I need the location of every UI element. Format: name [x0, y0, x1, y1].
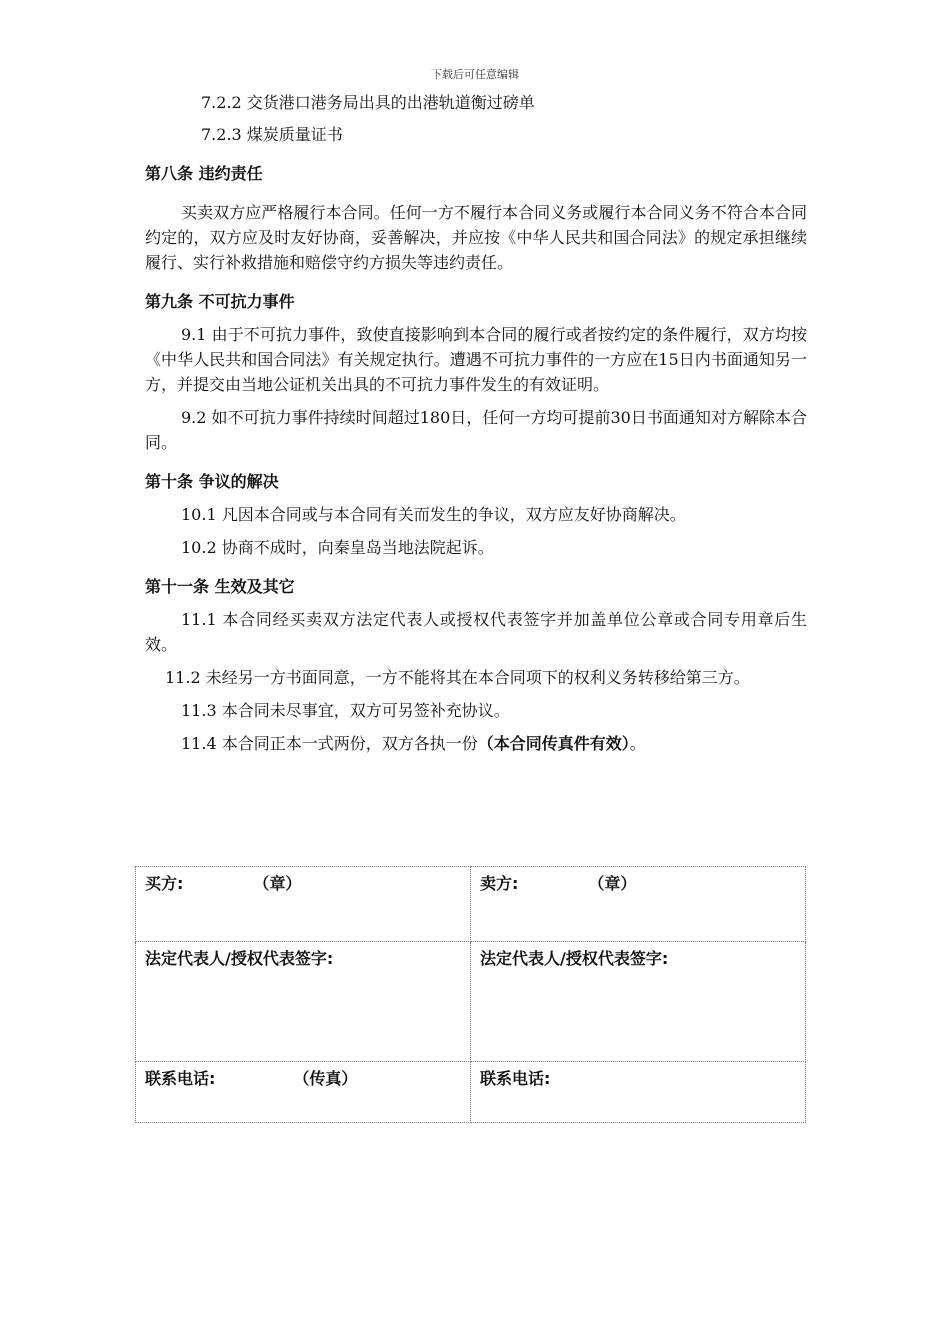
seller-rep-label: 法定代表人/授权代表签字: — [480, 949, 669, 968]
article-10-title: 第十条 争议的解决 — [145, 472, 279, 491]
article-9-title: 第九条 不可抗力事件 — [145, 292, 295, 311]
seller-label: 卖方: — [480, 874, 519, 893]
buyer-seal: （章） — [253, 874, 302, 893]
article-9-2: 9.2 如不可抗力事件持续时间超过180日，任何一方均可提前30日书面通知对方解除本合同。 — [145, 408, 807, 452]
seller-rep-cell — [471, 942, 806, 1062]
contract-body — [145, 90, 807, 764]
buyer-label: 买方: — [145, 874, 184, 893]
article-11-4 — [145, 731, 807, 756]
article-11-2: 11.2 未经另一方书面同意，一方不能将其在本合同项下的权利义务转移给第三方。 — [165, 668, 750, 687]
signature-table — [135, 866, 806, 1123]
article-10-1: 10.1 凡因本合同或与本合同有关而发生的争议，双方应友好协商解决。 — [181, 505, 686, 524]
seller-contact-cell — [471, 1062, 806, 1123]
article-11-title: 第十一条 生效及其它 — [145, 577, 295, 596]
article-11-4-end: 。 — [629, 734, 646, 753]
item-7-2-3: 7.2.3 煤炭质量证书 — [201, 125, 343, 144]
seller-cell — [471, 867, 806, 942]
page-header-note: 下载后可任意编辑 — [431, 68, 519, 81]
buyer-cell — [136, 867, 471, 942]
article-9-1: 9.1 由于不可抗力事件，致使直接影响到本合同的履行或者按约定的条件履行，双方均按《中华人民共和国合同法》有关规定执行。遭遇不可抗力事件的一方应在15日内书面通知另一方，并提交由当地公证机关出具的不可抗力事件发生的有效证明。 — [145, 325, 807, 394]
article-10-2: 10.2 协商不成时，向秦皇岛当地法院起诉。 — [181, 538, 494, 557]
buyer-contact-cell — [136, 1062, 471, 1123]
article-8-body: 买卖双方应严格履行本合同。任何一方不履行本合同义务或履行本合同义务不符合本合同约定的，双方应及时友好协商，妥善解决，并应按《中华人民共和国合同法》的规定承担继续履行、实行补救措施和赔偿守约方损失等违约责任。 — [145, 203, 807, 272]
article-8-title: 第八条 违约责任 — [145, 164, 263, 183]
article-11-4-fax-note: （本合同传真件有效） — [477, 734, 630, 753]
buyer-phone-label: 联系电话: — [145, 1069, 216, 1088]
item-7-2-2: 7.2.2 交货港口港务局出具的出港轨道衡过磅单 — [201, 93, 535, 112]
article-11-3: 11.3 本合同未尽事宜，双方可另签补充协议。 — [181, 701, 510, 720]
seller-seal: （章） — [588, 874, 637, 893]
buyer-rep-label: 法定代表人/授权代表签字: — [145, 949, 334, 968]
buyer-fax-label: （传真） — [293, 1069, 358, 1088]
article-11-1: 11.1 本合同经买卖双方法定代表人或授权代表签字并加盖单位公章或合同专用章后生效。 — [145, 610, 807, 654]
article-11-4-text: 11.4 本合同正本一式两份，双方各执一份 — [181, 734, 478, 753]
seller-phone-label: 联系电话: — [480, 1069, 551, 1088]
buyer-rep-cell — [136, 942, 471, 1062]
